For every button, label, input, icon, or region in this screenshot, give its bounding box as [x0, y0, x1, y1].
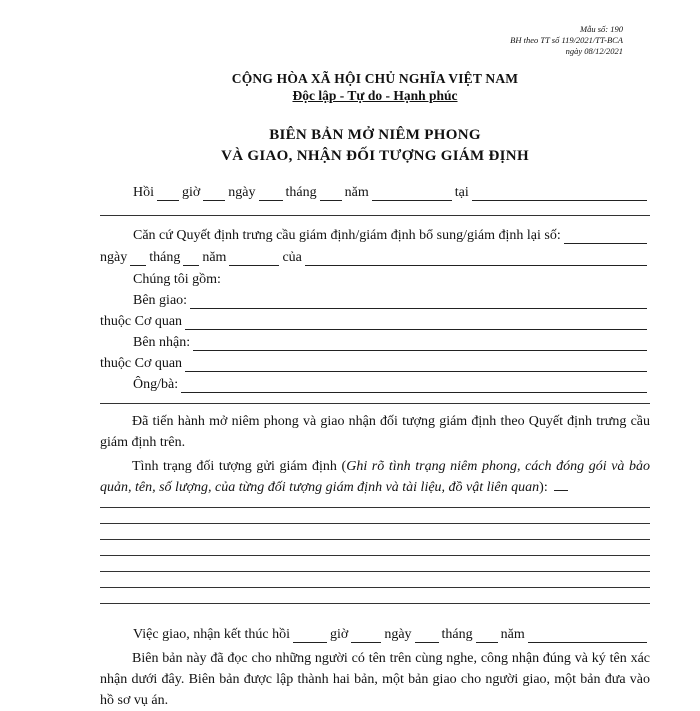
label-hoi: Hồi	[133, 185, 154, 200]
end-day-field[interactable]	[415, 630, 439, 643]
label-thang: tháng	[441, 627, 473, 642]
status-line[interactable]	[100, 603, 650, 604]
label-gio: giờ	[182, 185, 201, 200]
end-time-line	[133, 626, 650, 643]
status-line[interactable]	[100, 523, 650, 524]
label-thuoc-co-quan: thuộc Cơ quan	[100, 356, 183, 371]
status-instruction: Ghi rõ tình trạng niêm phong, cách đóng gói và bảo quản, tên, số lượng, của từng đối tượng giám định và tài liệu, đồ vật liên quan	[100, 459, 651, 495]
end-intro: Việc giao, nhận kết thúc hồi	[133, 627, 291, 642]
decision-month-field[interactable]	[183, 253, 199, 266]
label-ben-giao: Bên giao:	[133, 293, 188, 308]
label-nam: năm	[500, 627, 525, 642]
label-nam: năm	[344, 185, 369, 200]
end-year-field[interactable]	[528, 630, 647, 643]
blank-line[interactable]	[100, 215, 650, 216]
label-gio: giờ	[330, 627, 349, 642]
blank-line[interactable]	[100, 403, 650, 404]
day-field[interactable]	[259, 188, 283, 201]
decision-authority-field[interactable]	[305, 253, 647, 266]
end-month-field[interactable]	[476, 630, 498, 643]
ben-giao-line	[133, 292, 650, 309]
status-field-start[interactable]	[554, 480, 568, 491]
end-hour-field[interactable]	[293, 630, 327, 643]
decision-number-field[interactable]	[564, 231, 647, 244]
status-lead: Tình trạng đối tượng gửi giám định (	[132, 459, 347, 474]
national-motto: Độc lập - Tự do - Hạnh phúc	[292, 88, 458, 103]
ong-ba-line	[133, 376, 650, 393]
national-title: CỘNG HÒA XÃ HỘI CHỦ NGHĨA VIỆT NAM	[231, 71, 519, 86]
decision-intro: Căn cứ Quyết định trưng cầu giám định/giám định bổ sung/giám định lại số:	[133, 228, 561, 243]
status-line[interactable]	[100, 587, 650, 588]
label-cua: của	[282, 250, 302, 265]
co-quan-giao-line	[100, 313, 650, 330]
year-field[interactable]	[372, 188, 452, 201]
label-nam: năm	[202, 250, 227, 265]
closing-paragraph: Biên bản này đã đọc cho những người có tên trên cùng nghe, công nhận đúng và ký tên xác nhận dưới đây. Biên bản được lập thành hai bản, một bản giao cho người giao, một bản đưa vào hồ sơ vụ án.	[100, 651, 650, 708]
document-title-line2: VÀ GIAO, NHẬN ĐỐI TƯỢNG GIÁM ĐỊNH	[221, 148, 529, 164]
status-line[interactable]	[100, 507, 650, 508]
end-minute-field[interactable]	[351, 630, 381, 643]
co-quan-nhan-line	[100, 355, 650, 372]
hour-field[interactable]	[157, 188, 179, 201]
decision-year-field[interactable]	[229, 253, 279, 266]
document-title-line1: BIÊN BẢN MỞ NIÊM PHONG	[269, 127, 481, 143]
status-tail: ):	[539, 480, 548, 495]
decision-date-line	[100, 249, 650, 266]
label-ngay: ngày	[100, 250, 128, 265]
ben-nhan-line	[133, 334, 650, 351]
conducted-paragraph: Đã tiến hành mở niêm phong và giao nhận đối tượng giám định theo Quyết định trưng cầu giám định trên.	[100, 414, 650, 450]
time-line	[133, 184, 650, 201]
label-ong-ba: Ông/bà:	[133, 377, 179, 392]
ong-ba-field[interactable]	[181, 380, 647, 393]
label-thang: tháng	[285, 185, 317, 200]
form-code	[510, 24, 623, 57]
decision-day-field[interactable]	[130, 253, 146, 266]
status-line[interactable]	[100, 555, 650, 556]
label-ngay: ngày	[228, 185, 256, 200]
co-quan-giao-field[interactable]	[185, 317, 647, 330]
ben-giao-field[interactable]	[190, 296, 647, 309]
status-line[interactable]	[100, 539, 650, 540]
label-ngay: ngày	[384, 627, 412, 642]
label-thang: tháng	[149, 250, 181, 265]
form-code-date: ngày 08/12/2021	[565, 46, 623, 56]
status-line[interactable]	[100, 571, 650, 572]
label-tai: tại	[454, 185, 469, 200]
co-quan-nhan-field[interactable]	[185, 359, 647, 372]
label-thuoc-co-quan: thuộc Cơ quan	[100, 314, 183, 329]
ben-nhan-field[interactable]	[193, 338, 647, 351]
form-code-number: Mẫu số: 190	[580, 24, 623, 34]
decision-line	[133, 227, 650, 244]
label-chung-toi-gom: Chúng tôi gồm:	[133, 272, 221, 287]
minute-field[interactable]	[203, 188, 225, 201]
status-paragraph	[100, 456, 650, 498]
label-ben-nhan: Bên nhận:	[133, 335, 191, 350]
month-field[interactable]	[320, 188, 342, 201]
location-field[interactable]	[472, 188, 647, 201]
parties-intro	[133, 271, 221, 288]
form-code-circular: BH theo TT số 119/2021/TT-BCA	[510, 35, 623, 45]
